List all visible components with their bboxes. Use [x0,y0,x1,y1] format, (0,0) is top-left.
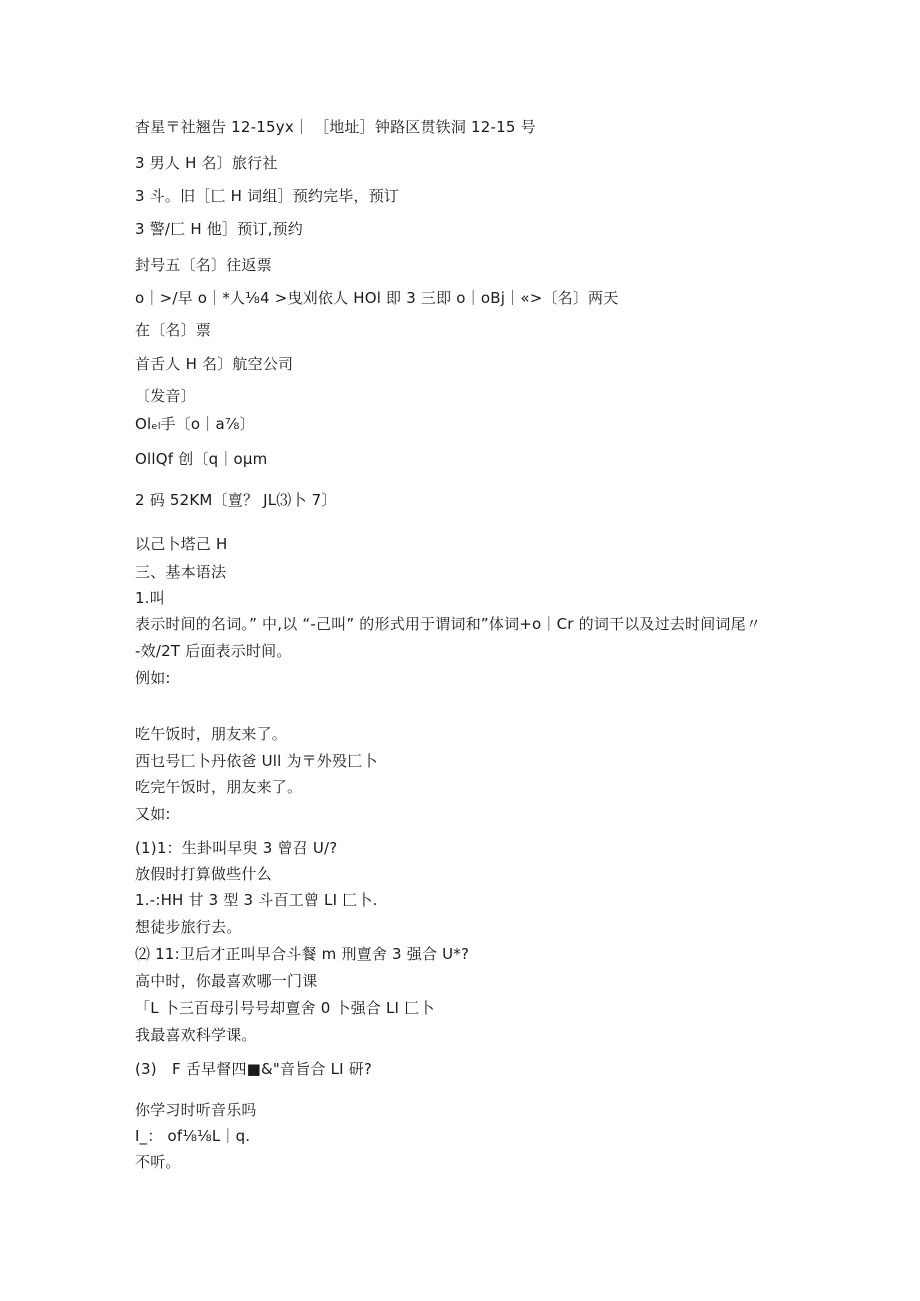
vocab-line-address: 杳星〒社翘告 12-15yx｜ ［地址］钟路区贯铁洞 12-15 号 [135,118,536,136]
example-a3-translation: 不听。 [135,1153,181,1171]
vocab-line-reservation-complete: 3 斗。旧［匚 H 词组］预约完毕，预订 [135,187,400,205]
section-heading-grammar: 三、基本语法 [135,563,227,581]
pronunciation-line-2: OllQf 创〔q｜oμm [135,450,268,468]
vocab-line-airline: 首舌人 H 名〕航空公司 [135,355,294,373]
example-korean-2: 西乜号匚卜丹依爸 Ull 为〒外殁匚卜 [135,752,378,770]
grammar-point-1: 1.叫 [135,589,165,607]
pronunciation-line-1: Olₑₗ手〔o｜a⅞〕 [135,415,255,433]
example-a1-korean: 1.-:HH 甘 3 型 3 斗百工曾 LI 匚卜. [135,891,378,909]
example-translation-1: 吃午饭时，朋友来了。 [135,725,288,743]
example-translation-2: 吃完午饭时，朋友来了。 [135,778,303,796]
example-a2-korean: 「L 卜三百母引号号却亶舍 0 卜强合 LI 匚卜 [135,999,435,1017]
vocab-line-two-days: o｜>/早 o｜*人⅛4 >曳刈依人 HOl 即 3 三即 o｜oBj｜«>〔名〕两天 [135,289,619,307]
example-q2-korean: ⑵ 11:卫后才正叫早合斗餐 m 刑亶舍 3 强合 U*? [135,945,470,963]
example-a3-korean: I_： of⅛⅛L｜q. [135,1127,251,1145]
example-q1-translation: 放假时打算做些什么 [135,865,272,883]
example-a2-translation: 我最喜欢科学课。 [135,1026,257,1044]
grammar-explanation-1: 表示时间的名词。” 中,以 “-己叫” 的形式用于谓词和”体词+o｜Cr 的词干以及过去时间词尾〃 [135,615,762,633]
example-q3-korean: (3) F 舌早督四■&"音旨合 LI 研? [135,1060,373,1078]
more-examples-label: 又如: [135,805,171,823]
pronunciation-line-3: 2 码 52KM〔亶？ JL⑶卜 7〕 [135,491,337,509]
dialogue-line: 以己卜塔己 H [135,535,228,553]
vocab-line-travel-agency: 3 男人 H 名〕旅行社 [135,154,278,172]
grammar-explanation-2: -效/2T 后面表示时间。 [135,642,292,660]
section-pronunciation: 〔发音〕 [135,387,196,405]
vocab-line-reserve: 3 警/匚 H 他］预订,预约 [135,220,303,238]
vocab-line-ticket: 在〔名〕票 [135,321,212,339]
example-label: 例如: [135,669,171,687]
vocab-line-round-trip: 封号五〔名〕往返票 [135,256,272,274]
example-q3-translation: 你学习时听音乐吗 [135,1101,257,1119]
example-q2-translation: 高中时，你最喜欢哪一门课 [135,972,318,990]
example-q1-korean: (1)1：生卦叫早臾 3 曾召 U/? [135,839,338,857]
example-a1-translation: 想徒步旅行去。 [135,918,242,936]
